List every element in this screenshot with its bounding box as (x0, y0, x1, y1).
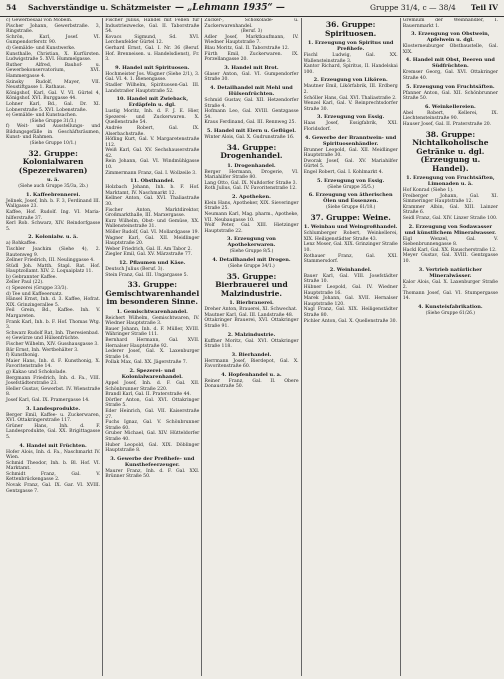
directory-entry: Lenz Moser, Gal. XIX. Grinzinger Straße 10. (303, 242, 398, 253)
directory-entry: Meyer Gustav, Gal. XVIII. Gentzgasse 10. (402, 253, 498, 264)
directory-entry: Mautner Karl, Gal. III. Landstraße 48. (204, 312, 294, 318)
directory-entry: Zucker-, Schokolade- u. Zuckerwarenhandel. (204, 18, 299, 29)
directory-entry: Bär Ernst, Inh. Wertbehälter 3. (6, 347, 79, 353)
directory-entry: d) Gemälde- und Kunstwerke. (6, 45, 76, 51)
subgroup-heading: 1. Drogenhandel. (227, 162, 276, 169)
subgroup-heading: 3. Landesprodukte. (26, 405, 81, 412)
directory-entry: Holzbach Johann, Inh. b. F. Hof. Marktamt, IV. Naschmarkt 12. (105, 185, 200, 196)
subgroup-heading: 2. Malzindustrie. (227, 331, 276, 338)
directory-entry: Zimmermann Franz, Gal. I. Wollzeile 3. (105, 170, 197, 176)
directory-entry: Lustig Moritz, Inh. d. F. J. E. Hier, Spezerei- und Zuckerwaren. X. Quellenstraße 54. (105, 109, 200, 126)
directory-entry: Kunsthalle, Christian, X. Kurfürsten. Ludwigstraße 5. XVI. Hummelgasse. (6, 51, 101, 63)
directory-entry: Brunner Leopold, Gal. XII. Meidlinger Hauptstraße 30. (303, 147, 398, 159)
directory-entry: Deutsch Julius (Beruf. 3). (105, 266, 164, 272)
directory-entry: Pichler Anton, Gal. X. Quellenstraße 30. (303, 318, 398, 324)
directory-entry: Kovacs Sigmund, Sd. XVI. Lerchenfelder Gürtel 12. (105, 34, 200, 46)
cross-reference-note: (Siehe Gruppe 35/5.) (327, 184, 374, 190)
subgroup-heading: 3. Handel mit Brot. (224, 64, 279, 71)
subgroup-heading: 3. Erzeugung von Obstwein, Apfelwein u. dgl. (411, 31, 490, 44)
directory-entry: Engel Robert, Gal. I. Kohlmarkt 4. (303, 169, 384, 175)
cross-reference-note: (Siehe Gruppe 61/18.) (325, 205, 376, 211)
directory-entry: Stadler Wilhelm, Spirituosen-Gal. III. Landstraßer Hauptstraße 52. (105, 82, 200, 94)
subgroup-heading: 5. Handel mit Eiern u. Geflügel. (206, 127, 297, 134)
column-4 (302, 18, 401, 676)
directory-entry: Frank Karl, Inh. b. F. Hof. Thomas Wtg. 3. (6, 319, 101, 331)
column-5 (401, 18, 500, 676)
directory-entry: Fuchs Ignaz, Gal. V. Schönbrunner Straße 60. (105, 420, 200, 431)
column-2 (103, 18, 202, 676)
directory-entry: Kurz Wilhelm, Obst- und Gemüse, XX. Wallensteinstraße 31. (105, 218, 200, 230)
directory-entry: Eder Heinrich, Gal. VII. Kaiserstraße 27. (105, 408, 200, 420)
directory-entry: Marek Johann, Gal. XVII. Hernalser Hauptstraße 120. (303, 296, 398, 307)
subgroup-heading: 4. Handel mit Früchten. (19, 442, 87, 449)
directory-entry: b) Gebrannter Kaffee. (6, 274, 57, 280)
group-heading: 36. Gruppe: Spirituosen. (325, 20, 377, 38)
directory-entry: Wagner Karl, Gal. XII. Meidlinger Hauptstraße 20. (105, 235, 200, 247)
directory-entry: Schmid Gustav, Gal. XII. Hetzendorfer Straße 4. (204, 97, 299, 109)
directory-entry: Reichert Wilhelm, Gemischtwaren, IV. Wiedner Hauptstraße 3. (105, 315, 200, 327)
directory-entry: Pfanner Anton, Gal. XII. Schönbrunner Straße 50. (402, 90, 498, 102)
directory-entry: Ruther Alfred, Bauhof- u. Gewerbekonservatorium, XVI. Hammergasse 4. (6, 62, 101, 79)
subgroup-heading: 4. Kunsteisfabrikation. (418, 303, 483, 310)
subgroup-heading: 2. Erzeugung von Sodawasser und künstlichem Mineralwasser. (404, 223, 497, 236)
directory-entry: Ottakringer Brauerei, XVI. Ottakringer Straße 91. (204, 318, 299, 329)
directory-entry: Lederer Josef, Gal. X. Laxenburger Straße 14. (105, 349, 200, 360)
subgroup-heading: 6. Weinkellereien. (424, 103, 476, 110)
directory-entry: Roth Julius, Gal. IV. Favoritenstraße 12. (204, 186, 297, 192)
directory-entry: Hof Konrad (Siehe 1). (402, 188, 454, 194)
directory-entry: Fischer Anton, Marktdirektor, Großmarkthalle, III. Marxergasse. (105, 207, 200, 219)
directory-entry: Pollak Max, Gal. XX. Jägerstraße 7. (105, 360, 188, 366)
cross-reference-note: (Beruf. 3) (240, 29, 263, 35)
directory-entry: Kerl Rob. Schwarz, XIV. Reindorfgasse 5. (6, 221, 101, 232)
directory-entry: Josef Karl, Gal. IX. Pramergasse 14. (6, 397, 90, 403)
directory-entry: Seidl Franz, Gal. XIV. Linzer Straße 100. (402, 216, 498, 221)
directory-entry: Szinsky Rudolf, Mayer, VII. Neustiftgasse 1. Rathaus. (6, 79, 101, 91)
directory-entry: Abel Robert, Kellerei, IX. Liechtensteinstraße 90. (402, 110, 498, 122)
directory-entry: Kalor Alois, Gal. X. Laxenburger Straße 2. (402, 279, 498, 291)
directory-entry: Hübner Leopold, Gal. IV. Wiedner Hauptstraße 16. (303, 284, 398, 296)
section-title: Sachverständige u. Schätzmeister (28, 3, 171, 12)
subgroup-heading: 1. Gemischtwarenhandel. (116, 308, 188, 315)
directory-entry: Hochmeister Jos. Wagner (Siehe 2/1), 3. Gal. VI. 4. 1. Bienengasse. (105, 71, 200, 83)
directory-entry: Schmid Theodor, Inh. b. Bl. Hof. VI. Marktamt. (6, 460, 101, 472)
cross-reference-note: (Siehe Gruppe 8/5.) (229, 249, 274, 255)
subgroup-heading: 6. Erzeugung von ätherischen Ölen und Essenzen. (308, 192, 393, 205)
directory-entry: Stüdl Joh. Matth. Stapl. Rat. Hof. Hauptzollamt. XIV. 2. Loquaiplatz 11. (6, 263, 101, 275)
group-heading: 32. Gruppe: Kolonialwaren (Spezereiwaren) (18, 148, 88, 175)
directory-entry: Berger Emil, Kaffee- u. Zuckerwaren, XVI. Ottakringerstraße 117. (6, 412, 101, 424)
directory-entry: Schöller Hans, Gal. XVI. Thaliastraße 2. (303, 95, 397, 101)
directory-entry: Blau Moritz, Gal. II. Taborstraße 12. (204, 45, 290, 51)
directory-entry: Lohner Karl, Bd., Gal. Dr. XI. Lobnerstraße 5. XVI. Lobenstraße. (6, 101, 101, 113)
directory-entry: Schwarz Rudolf Rat, Inh. Theresienbad. (6, 330, 100, 336)
cross-reference-note: (Siehe Gruppe 34/1.) (228, 264, 275, 270)
subgroup-heading: 3. Erzeugung von Apothekerwaren. (226, 236, 276, 249)
directory-entry: Hauser Josef, Gal. II. Praterstraße 20. (402, 121, 492, 127)
directory-entry: Wolf Peter, Gal. XIII. Hietzinger Hauptstraße 22. (204, 223, 299, 234)
directory-entry: Kraus Ferdinand, Gal. III. Rennweg 25. (204, 120, 296, 126)
directory-entry: Feil Grein, Bd., Kaffee. Inh. V. Margareten. (6, 308, 101, 320)
group-heading: 34. Gruppe: Drogenhandel. (220, 142, 283, 160)
directory-entry: Eigl Wenzel, Gal. V. Siebenbrunnengasse 8. (402, 236, 498, 248)
directory-entry: Reiner Franz, Gal. II. Obere Donaustraße 50. (204, 378, 299, 390)
directory-entry: Lang Otto, Gal. IX. Nußdorfer Straße 3. (204, 180, 298, 186)
directory-entry: Mautner Emil, Likörfabrik, III. Erdberg 2. (303, 84, 398, 95)
directory-entry: Kaffee, Hof. Rudolf. Ing. VI. Maria-hilferstraße 37. (6, 209, 101, 221)
directory-entry: Bauer Johann, Inh. d. F. Müller, XVIII. Währinger Straße 111. (105, 326, 200, 338)
directory-entry: a) Rohkaffee. (6, 241, 37, 247)
directory-entry: Hofmann Leo, Gal. XVIII. Gentzgasse 54. (204, 109, 299, 120)
subgroup-heading: 1. Kaffeebrennerei. (25, 191, 81, 198)
directory-entry: Dörfler Anton, Gal. XVI. Ottakringer Straße 5. (105, 397, 200, 409)
directory-entry: Möller Rudolf, Gal. VI. Mollardgasse 19. (105, 230, 200, 235)
directory-entry: Hackl Karl, Gal. XX. Rauscherstraße 12. (402, 247, 497, 253)
directory-entry: Maurer Franz, Inh. d. F. Gal. XXI. Brünner Straße 50. (105, 468, 200, 480)
directory-entry: Klosterneuburger Obstbaustelle, Gal. XIX. (402, 44, 498, 55)
group-heading: 33. Gruppe: Gemischtwarenhandel im besonderen Sinne. (105, 280, 200, 307)
directory-entry: Bernhard Hermann, Gal. XVII. Hernalser Hauptstraße 92. (105, 338, 200, 349)
directory-entry: Kuffner Moritz, Gal. XVI. Ottakringer Straße 118. (204, 338, 299, 350)
directory-entry: Haas Josef, Essigfabrik, XXI. Floridsdorf. (303, 121, 398, 132)
subgroup-heading: 1. Weinbau und Weingroßhandel. (303, 224, 398, 231)
directory-entry: Bergmann Friedrich, Inh. d. Fa., VIII. Josefstädterstraße 23. (6, 375, 101, 387)
directory-entry: Nagl Franz, Gal. XIX. Heiligenstädter Straße 80. (303, 307, 398, 318)
directory-entry: Hänsel Ernst, Inh. d. 3. Kaffee, Hofrat. XIX. Grinzingerallee 5. (6, 297, 101, 308)
subgroup-heading: 2. Weinhandel. (329, 266, 372, 273)
directory-entry: Dworak Josef, Gal. XV. Mariahilfer Gürtel 5. (303, 158, 398, 170)
directory-entry: f) Weit- und Ausstellungs- und Bildungsgefälle in Geschäftsräumen, Kunst- und Rahmen. (6, 124, 101, 141)
directory-entry: Gerhard Ernst, Gal. I. Nr. 36 (Beruf. Hof. Brenneisen. u. Handelsdienst), Fr. 3. (105, 45, 200, 63)
column-3 (202, 18, 301, 676)
subgroup-heading: 10. Handel mit Zwieback, Erdäpfeln u. dgl. (116, 96, 189, 109)
directory-entry: g) Kakao und Schokolade. (6, 369, 67, 375)
directory-entry: Berger Hermann, Drogerie, VI. Mariahilfer Straße 80. (204, 169, 299, 181)
cross-reference-note: (Siehe Gruppe 61/26.) (425, 310, 476, 316)
subgroup-heading: 3. Gewerbe der Preßhefe- und Kunsthefeerzeuger. (110, 455, 195, 468)
directory-entry: c) Spezerei (Gruppe 33/3). (6, 286, 68, 292)
directory-entry: Königshof, Karl, Gal. V. VI. Gürtel 4, Königshof. XVI. Burggasse 44. (6, 90, 101, 102)
directory-entry: Kellner Anton, Gal. XVI. Thaliastraße 30. (105, 196, 200, 208)
page-number: 54 (6, 3, 17, 12)
directory-entry: Kremser Georg, Gal. XVI. Ottakringer Straße 40. (402, 70, 498, 81)
subgroup-heading: 1. Erzeugung von Spiritus und Preßhefe. (307, 40, 394, 52)
directory-entry: Freiberger Johann, Gal. XI. Simmeringer Hauptstraße 12. (402, 193, 498, 205)
subgroup-heading: 4. Handel mit Obst, Beeren und Südfrüchten. (405, 57, 495, 70)
group-heading: 37. Gruppe: Weine. (310, 212, 391, 222)
directory-entry: e) Gemälde- und Kunstsachen. (6, 113, 78, 119)
directory-entry: Fischl Ludwig, Gal. XX. Wallensteinstraße 3. (303, 53, 398, 64)
subgroup-heading: 2. Kolonialw. u. ä. (28, 234, 78, 241)
directory-entry: Weber Friedrich, Gal. II. Am Tabor 2. (105, 246, 192, 252)
subgroup-heading: 3. Bierhandel. (231, 351, 272, 358)
subgroup-heading: 5. Erzeugung von Essig. (317, 177, 385, 184)
group-heading: 38. Gruppe: Nichtalkoholische Getränke u. dgl. (Erzeugung u. Handel). (412, 129, 489, 173)
directory-entry: Gremium der Weinhändler, I. Bauernmarkt 1. (402, 18, 498, 29)
directory-entry: Bauer Karl, Gal. VIII. Josefstädter Straße 10. (303, 273, 398, 285)
subgroup-heading: 1. Bierbrauerei. (229, 300, 274, 307)
directory-entry: Thomann Josef, Gal. VI. Stumpergasse 14. (402, 290, 498, 302)
directory-entry: Höfling Kurt, Gal. V. Margaretenstraße 112. (105, 137, 200, 148)
cross-reference-note: (Siehe auch Gruppe 35/3a, 2b.) (18, 184, 88, 190)
subgroup-heading: 2. Spezerei- und Kolonialwarenhandel. (121, 368, 183, 380)
subgroup-heading: 4. Hopfenhandel u. a. (221, 371, 282, 378)
directory-entry: Grüner Hans, Inh. d. F. Landesprodukte, Gal. XX. Brigittagasse 5. (6, 423, 101, 440)
directory-entry: f) Kunsthonig. (6, 353, 39, 359)
subgroup-heading: 12. Pflaumen und Käse. (119, 259, 186, 266)
directory-entry: Schlumberger Robert, Weinkellerei, XIX. Heiligenstädter Straße 43. (303, 231, 398, 242)
directory-entry: Neumann Karl, Mag. pharm., Apotheke, VII. Neubaugasse 10. (204, 212, 299, 223)
text-columns (4, 18, 500, 676)
directory-entry: Wenzel Karl, Gal. V. Reinprechtsdorfer Straße 30. (303, 101, 398, 112)
directory-entry: Fischer Wilhelm, XIV. Gusshausgasse 3. (6, 342, 99, 347)
subgroup-heading: 11. Obsthandel. (130, 178, 175, 185)
directory-entry: Huber Leopold, Gal. XIX. Döblinger Hauptstraße 8. (105, 442, 200, 454)
directory-entry: Krammer Albin, Gal. XIII. Lainzer Straße 6. (402, 204, 498, 216)
directory-entry: Herrmann Josef, Bierdepot, Gal. X. Favoritenstraße 60. (204, 358, 299, 370)
directory-entry: Novak Franz, Gal. IX. Gar. VI. XVIII. Gentzgasse 7. (6, 483, 101, 494)
directory-entry: Kantor Richard, Spiritus, II. Handelskai 100. (303, 64, 398, 75)
directory-entry: Winter Alois, Gal. X. Gudrunstraße 16. (204, 134, 295, 140)
directory-entry: Appel Josef, Inh. d. F. Gal. XII. Schönbrunner Straße 220. (105, 381, 200, 392)
directory-entry: Schmidt Franz, Gal. V. Kettenbrückengasse 2. (6, 471, 101, 483)
directory-entry: Zellner Friedrich, III. Neulinggasse 4. (6, 258, 95, 264)
cross-reference-note: (Siehe Gruppe 31/3.) (29, 118, 77, 124)
column-1 (4, 18, 103, 676)
subgroup-heading: 2. Erzeugung von Likören. (313, 77, 388, 84)
directory-entry: Brandl Karl, Gal. II. Praterstraße 44. (105, 392, 191, 398)
directory-entry: Adler Josef, Marktkaufmann, IV. Wiedner Hauptstraße 7. (204, 34, 299, 46)
subgroup-heading: 4. Detailhandel mit Mehl und Hülsenfrüchten. (210, 84, 293, 97)
directory-entry: Maier Hans, Inh. d. F. Kunsthonig, X. Favoritenstraße 14. (6, 358, 101, 370)
page-header (0, 0, 504, 17)
directory-entry: Rein Johann, Gal. VI. Windmühlgasse 10. (105, 159, 200, 171)
group-range: Gruppe 31/4, c — 38/4 (370, 3, 456, 12)
directory-entry: Tischler Joachim (Siehe 4), 2. Rautenweg 9. (6, 246, 101, 258)
publication-title: — „Lehmann 1935“ — (175, 3, 285, 13)
directory-entry: Gruber Michael, Gal. XIV. Hütteldorfer Straße 40. (105, 431, 200, 442)
directory-entry: d) Tee und Kaffeeersatz. (6, 291, 63, 297)
directory-entry: Dreher Anton, Brauerei, XI. Schwechat. (204, 307, 298, 313)
subgroup-heading: 3. Erzeugung von Essig. (317, 114, 385, 121)
directory-entry: e) Gewürze und Hülsenfrüchte. (6, 336, 80, 342)
directory-entry: Andrée Robert, Gal. IX. Alserbachstraße. (105, 125, 200, 137)
subgroup-heading: 9. Handel mit Spirituosen. (115, 64, 190, 71)
directory-entry: Fürth Emil, Zuckerwaren. IX. Porzellangasse 20. (204, 51, 299, 63)
directory-entry: c) Gewerbesaal von Möbeln. (6, 18, 73, 23)
directory-entry: Zeller Paul (22). (6, 280, 44, 286)
subgroup-heading: 4. Detailhandel mit Drogen. (212, 257, 291, 264)
part-label: Teil IV (470, 3, 498, 12)
cross-reference-note: (Siehe Gruppe 10/1.) (29, 141, 77, 147)
directory-entry: Hofer Alois, Inh. d. Fa., Naschmarkt IV. Wien. (6, 449, 101, 461)
directory-entry: Pischer Johann, Gewerbstraße. 3, Ringstraße. (6, 23, 101, 35)
subgroup-heading: 3. Vertrieb natürlicher Mineralwässer. (418, 266, 482, 279)
directory-entry: Klein Hans, Apotheker, XIX. Sieveringer Straße 25. (204, 200, 299, 212)
directory-entry: Jelinek, Josef, Inh. b. F. 3, Ferdinand III. Wallgasse 23. (6, 198, 101, 210)
directory-entry: Fischer Julius, Handel mit Fellen für Industriezwecke, Gal. II. Taborstraße 54. (105, 18, 200, 35)
directory-entry: Schrön, Karl, Josef. VI. Gumpendorferstr. 90. (6, 34, 101, 46)
subgroup-heading: 5. Erzeugung von Fruchtsäften. (406, 83, 495, 90)
subgroup-heading: 4. Gewerbe der Branntwein- und Spirituosenhändler. (305, 134, 397, 147)
group-heading: 35. Gruppe: Bierbrauerei und Malzindustrie. (215, 271, 288, 298)
directory-entry: Heller Gustav, Gewerbst. IV. Wienstraße 8. (6, 386, 101, 398)
directory-entry: Weiß Karl, Gal. XV. Sechshauserstraße 42. (105, 148, 200, 159)
directory-entry: Ziegler Emil, Gal. XV. Märzstraße 77. (105, 252, 193, 258)
subgroup-heading: u. ä. (47, 177, 60, 184)
subgroup-heading: 2. Apotheken. (232, 193, 271, 200)
directory-entry: Rothauer Franz, Gal. XXI. Stammersdorf. (303, 253, 398, 265)
subgroup-heading: 1. Erzeugung von Fruchtsäften, Limonaden u. ä. (406, 175, 495, 188)
directory-entry: Glaser Anton, Gal. VI. Gumpendorfer Straße 30. (204, 71, 299, 83)
directory-entry: Stein Franz, Gal. III. Ungargasse 5. (105, 272, 189, 278)
